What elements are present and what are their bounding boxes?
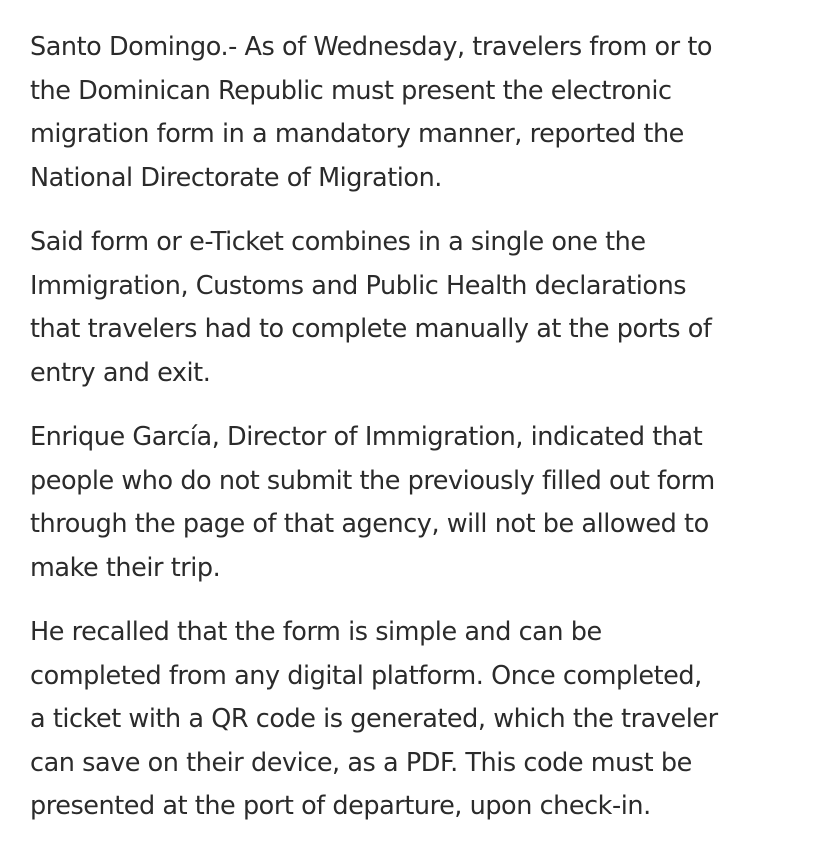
paragraph-line: that travelers had to complete manually at the ports of [30,314,712,344]
paragraph-line: entry and exit. [30,357,211,388]
paragraph-line: can save on their device, as a PDF. This code must be [30,747,692,778]
paragraph-line: Santo Domingo.- As of Wednesday, travelers from or to [30,32,713,62]
paragraph-line: National Directorate of Migration. [30,162,442,193]
paragraph-line: the Dominican Republic must present the electronic [30,75,672,106]
paragraph-line: completed from any digital platform. Once completed, [30,660,702,691]
paragraph-line: Enrique García, Director of Immigration, indicated that [30,422,703,452]
paragraph-3 [30,416,810,590]
paragraph-line: Said form or e-Ticket combines in a single one the [30,227,646,257]
paragraph-line: migration form in a mandatory manner, reported the [30,119,684,149]
article-body [30,26,810,850]
paragraph-line: a ticket with a QR code is generated, which the traveler [30,704,718,734]
paragraph-1 [30,26,810,200]
paragraph-2 [30,221,810,395]
paragraph-line: He recalled that the form is simple and can be [30,617,602,647]
paragraph-line: presented at the port of departure, upon check-in. [30,791,651,821]
paragraph-4 [30,611,810,829]
paragraph-line: through the page of that agency, will not be allowed to [30,509,709,539]
paragraph-line: Immigration, Customs and Public Health declarations [30,270,687,301]
paragraph-line: people who do not submit the previously filled out form [30,465,715,496]
paragraph-line: make their trip. [30,552,221,583]
